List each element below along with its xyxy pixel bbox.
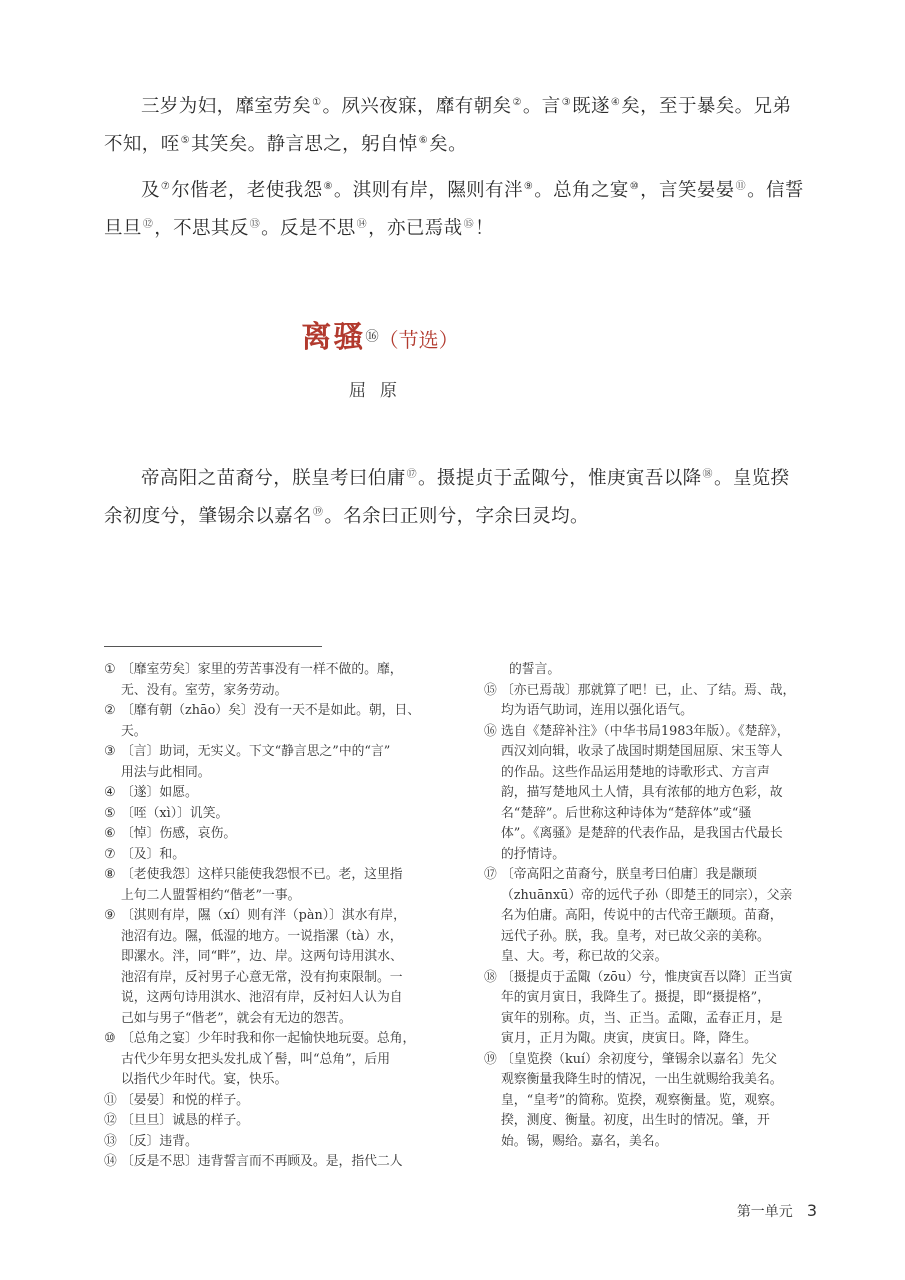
footnote-text: [501, 968, 814, 1050]
footnote-text: [121, 1091, 434, 1112]
footnote-line: 皇，“皇考”的简称。览揆，观察衡量。览，观察。: [501, 1092, 783, 1108]
poem-text: 其笑矣。静言思之，躬自悼: [190, 134, 418, 155]
footnote-line: 观察衡量我降生时的情况，一出生就赐给我美名。: [501, 1072, 783, 1087]
footnote-number: ⑬: [104, 1133, 117, 1149]
poem-text: 三岁为妇，靡室劳矣: [141, 96, 312, 117]
footnote-line: 皇、大。考，称已故的父亲。: [501, 949, 668, 964]
poem-text: 。言: [522, 96, 561, 117]
footnote-number: ⑯: [484, 723, 497, 739]
poem-text: ，不思其反: [154, 218, 249, 239]
footnote-mark[interactable]: ⑬: [249, 219, 261, 230]
footnote-mark[interactable]: ⑱: [702, 469, 713, 480]
footnote-item: [104, 906, 434, 1029]
unit-label: 第一单元: [736, 1204, 793, 1220]
footnote-item: [104, 660, 434, 701]
title-subtitle: （节选）: [378, 328, 459, 352]
footnote-item: [484, 722, 814, 866]
footnote-text: [501, 1050, 814, 1153]
poem-text: 。夙兴夜寐，靡有朝矣: [322, 96, 512, 117]
footnote-number: ①: [104, 662, 116, 677]
footnote-mark[interactable]: ④: [610, 97, 621, 108]
footnote-line: 〔亦已焉哉〕那就算了吧！已，止、了结。焉、哉，: [501, 682, 796, 698]
poem-paragraph-1: [104, 86, 804, 162]
footnote-line: 〔言〕助词，无实义。下文“静言思之”中的“言”: [121, 744, 391, 759]
footnote-text: [121, 742, 434, 783]
footnote-line: 〔咥（xì）〕讥笑。: [121, 805, 229, 821]
footnote-item: [484, 968, 814, 1050]
footnote-item: [104, 701, 434, 742]
footnote-number: ④: [104, 785, 116, 800]
footnote-number: ⑧: [104, 867, 116, 882]
poem-text: 矣，至于暴矣。兄弟不知，咥: [104, 96, 792, 155]
footnote-line: 〔摄提贞于孟陬（zōu）兮，惟庚寅吾以降〕正当寅: [501, 969, 793, 985]
footnote-text: [121, 783, 434, 804]
footnote-line: 〔反〕违背。: [121, 1133, 198, 1149]
footnote-mark[interactable]: ⑨: [523, 181, 534, 192]
footnote-line: 〔淇则有岸，隰（xí）则有泮（pàn）〕淇水有岸，: [121, 908, 406, 923]
footnote-number: ⑥: [104, 826, 116, 841]
footnote-item: [104, 1152, 434, 1173]
footnote-mark[interactable]: ⑥: [418, 135, 429, 146]
footnote-text: [121, 804, 434, 825]
footnote-line: 揆，测度、衡量。初度，出生时的情况。肇，开: [501, 1113, 770, 1128]
footnotes-right-column: [484, 660, 814, 1152]
poem-text: 及: [141, 180, 160, 201]
footnote-item: [104, 1111, 434, 1132]
footnotes-left-column: [104, 660, 434, 1173]
footnote-line: 池沼有岸，反衬男子心意无常，没有拘束限制。一: [121, 969, 403, 985]
footnote-number: ②: [104, 703, 116, 718]
footnote-item: [104, 824, 434, 845]
footnote-number: ③: [104, 744, 116, 759]
poem-text: ！: [474, 218, 494, 239]
poem-paragraph-2: [104, 170, 804, 246]
footnote-text: [121, 845, 434, 866]
footnote-line: 的抒情诗。: [501, 846, 565, 862]
footnote-line: 〔及〕和。: [121, 846, 185, 862]
footnote-text: [121, 906, 434, 1029]
footnote-number: ⑲: [484, 1051, 497, 1067]
poem-text: 。总角之宴: [534, 180, 629, 201]
footnote-line: 名“楚辞”。后世称这种诗体为“楚辞体”或“骚: [501, 805, 752, 821]
footnote-item: [484, 681, 814, 722]
page-number: 3: [806, 1201, 817, 1220]
poem-text: 。淇则有岸，隰则有泮: [333, 180, 523, 201]
footnote-number: ⑩: [104, 1031, 116, 1046]
footnote-line: 均为语气助词，连用以强化语气。: [501, 703, 693, 718]
footnote-mark[interactable]: ③: [561, 97, 572, 108]
footnote-continuation: 的誓言。: [509, 662, 561, 677]
footnote-item: [104, 783, 434, 804]
footnote-line: 己如与男子“偕老”，就会有无边的怨苦。: [121, 1010, 352, 1026]
footnote-divider: [104, 646, 322, 647]
footnote-line: 〔悼〕伤感，哀伤。: [121, 826, 237, 841]
footnote-text: [121, 1029, 434, 1091]
poem-text: 矣。: [429, 134, 467, 155]
poem-text: 。信誓旦旦: [104, 180, 804, 239]
footnote-line: 寅年的别称。贞，当、正当。孟陬，孟春正月，是: [501, 1010, 783, 1026]
footnote-item: [104, 1132, 434, 1153]
footnote-line: 〔晏晏〕和悦的样子。: [121, 1092, 249, 1108]
footnote-line: 寅月，正月为陬。庚寅，庚寅日。降，降生。: [501, 1031, 757, 1046]
poem-text: 帝高阳之苗裔兮，朕皇考曰伯庸: [141, 468, 406, 489]
footnote-number: ⑨: [104, 908, 116, 923]
footnote-item: [104, 865, 434, 906]
footnote-item: [104, 804, 434, 825]
poem-text: 尔偕老，老使我怨: [171, 180, 323, 201]
footnote-mark[interactable]: ⑩: [629, 181, 640, 192]
footnote-item: [104, 845, 434, 866]
poem-text: 。摄提贞于孟陬兮，惟庚寅吾以降: [418, 468, 702, 489]
footnote-line: 〔靡室劳矣〕家里的劳苦事没有一样不做的。靡，: [121, 662, 403, 677]
footnote-item: [104, 1091, 434, 1112]
footnote-line: 选自《楚辞补注》（中华书局1983年版）。《楚辞》，: [501, 723, 790, 739]
footnote-number: ⑰: [484, 867, 497, 882]
footnote-line: （zhuānxū）帝的远代子孙（即楚王的同宗），父亲: [501, 887, 793, 903]
footnote-number: ⑤: [104, 805, 116, 821]
footnote-line: 无、没有。室劳，家务劳动。: [121, 682, 288, 698]
footnote-text: [121, 660, 434, 701]
footnote-text: [121, 701, 434, 742]
footnote-mark[interactable]: ⑰: [406, 469, 418, 480]
footnote-text: [121, 1111, 434, 1132]
poem-text: 既遂: [572, 96, 610, 117]
footnote-text: [121, 865, 434, 906]
footnote-number: ⑫: [104, 1113, 117, 1128]
footnote-mark[interactable]: ⑮: [463, 219, 474, 230]
footnote-line: 即漯水。泮，同“畔”，边、岸。这两句诗用淇水、: [121, 949, 403, 964]
footnote-mark[interactable]: ⑫: [142, 219, 154, 230]
footnote-item: [484, 865, 814, 968]
poem-text: 。皇览揆余初度兮，肇锡余以嘉名: [104, 468, 790, 527]
footnote-line: 远代子孙。朕，我。皇考，对已故父亲的美称。: [501, 928, 770, 944]
footnote-mark[interactable]: ⑪: [735, 181, 747, 192]
footnote-number: ⑱: [484, 969, 497, 985]
footnote-item: [104, 742, 434, 783]
footnote-text: [121, 1132, 434, 1153]
author: 屈原: [349, 381, 411, 401]
footnote-mark[interactable]: ⑤: [180, 135, 190, 146]
poem-text: ，亦已焉哉: [368, 218, 463, 239]
poem-text: ，言笑晏晏: [640, 180, 735, 201]
footnote-text: [501, 865, 814, 968]
title-text: 离骚: [301, 320, 366, 355]
footnote-text: [121, 824, 434, 845]
footnote-line: 韵，描写楚地风土人情，具有浓郁的地方色彩，故: [501, 785, 783, 800]
footnote-mark[interactable]: ⑦: [160, 181, 171, 192]
footnote-line: 〔旦旦〕诚恳的样子。: [121, 1113, 249, 1128]
poem-paragraph-3: [104, 458, 804, 534]
footnote-mark[interactable]: ⑲: [312, 507, 324, 518]
footnote-line: 〔总角之宴〕少年时我和你一起愉快地玩耍。总角，: [121, 1031, 416, 1046]
footnote-number: ⑦: [104, 846, 116, 862]
footnote-line: 〔靡有朝（zhāo）矣〕没有一天不是如此。朝，日、天。: [121, 703, 421, 739]
footnote-text: [501, 681, 814, 722]
footnote-line: 用法与此相同。: [121, 764, 211, 780]
footnote-line: 〔帝高阳之苗裔兮，朕皇考曰伯庸〕我是颛顼: [501, 867, 757, 882]
footnote-line: 〔反是不思〕违背誓言而不再顾及。是，指代二人: [121, 1154, 403, 1169]
footnote-line: 西汉刘向辑，收录了战国时期楚国屈原、宋玉等人: [501, 744, 783, 759]
page-footer: [737, 1201, 817, 1221]
footnote-number: ⑮: [484, 682, 497, 698]
poem-text: 。反是不思: [261, 218, 356, 239]
footnote-text: [121, 1152, 434, 1173]
title-note-mark: ⑯: [365, 329, 379, 345]
footnote-mark[interactable]: ①: [312, 97, 322, 108]
footnote-line: 名为伯庸。高阳，传说中的古代帝王颛顼。苗裔，: [501, 908, 783, 923]
footnote-line: 〔遂〕如愿。: [121, 785, 198, 800]
footnote-line: 说，这两句诗用淇水、池沼有岸，反衬妇人认为自: [121, 990, 403, 1005]
footnote-line: 〔皇览揆（kuí）余初度兮，肇锡余以嘉名〕先父: [501, 1051, 778, 1067]
footnote-line: 以指代少年时代。宴，快乐。: [121, 1072, 288, 1087]
section-title: [0, 312, 760, 356]
footnote-number: ⑪: [104, 1092, 117, 1108]
poem-text: 。名余曰正则兮，字余曰灵均。: [324, 506, 589, 527]
footnote-mark[interactable]: ⑧: [323, 181, 333, 192]
footnote-line: 体”。《离骚》是楚辞的代表作品，是我国古代最长: [501, 826, 783, 841]
footnote-line: 年的寅月寅日，我降生了。摄提，即“摄提格”，: [501, 990, 771, 1005]
footnote-mark[interactable]: ②: [512, 97, 522, 108]
footnote-line: 池沼有边。隰，低湿的地方。一说指漯（tà）水，: [121, 928, 403, 944]
footnote-mark[interactable]: ⑭: [356, 219, 368, 230]
footnote-item: [484, 1050, 814, 1153]
footnote-line: 上句二人盟誓相约“偕老”一事。: [121, 887, 301, 903]
footnote-text: [501, 722, 814, 866]
footnote-line: 的作品。这些作品运用楚地的诗歌形式、方言声: [501, 764, 770, 780]
footnote-line: 始。锡，赐给。嘉名，美名。: [501, 1133, 668, 1149]
footnote-line: 〔老使我怨〕这样只能使我怨恨不已。老，这里指: [121, 867, 403, 882]
footnote-line: 古代少年男女把头发扎成丫髻，叫“总角”，后用: [121, 1051, 391, 1067]
footnote-number: ⑭: [104, 1154, 117, 1169]
footnote-item: [104, 1029, 434, 1091]
